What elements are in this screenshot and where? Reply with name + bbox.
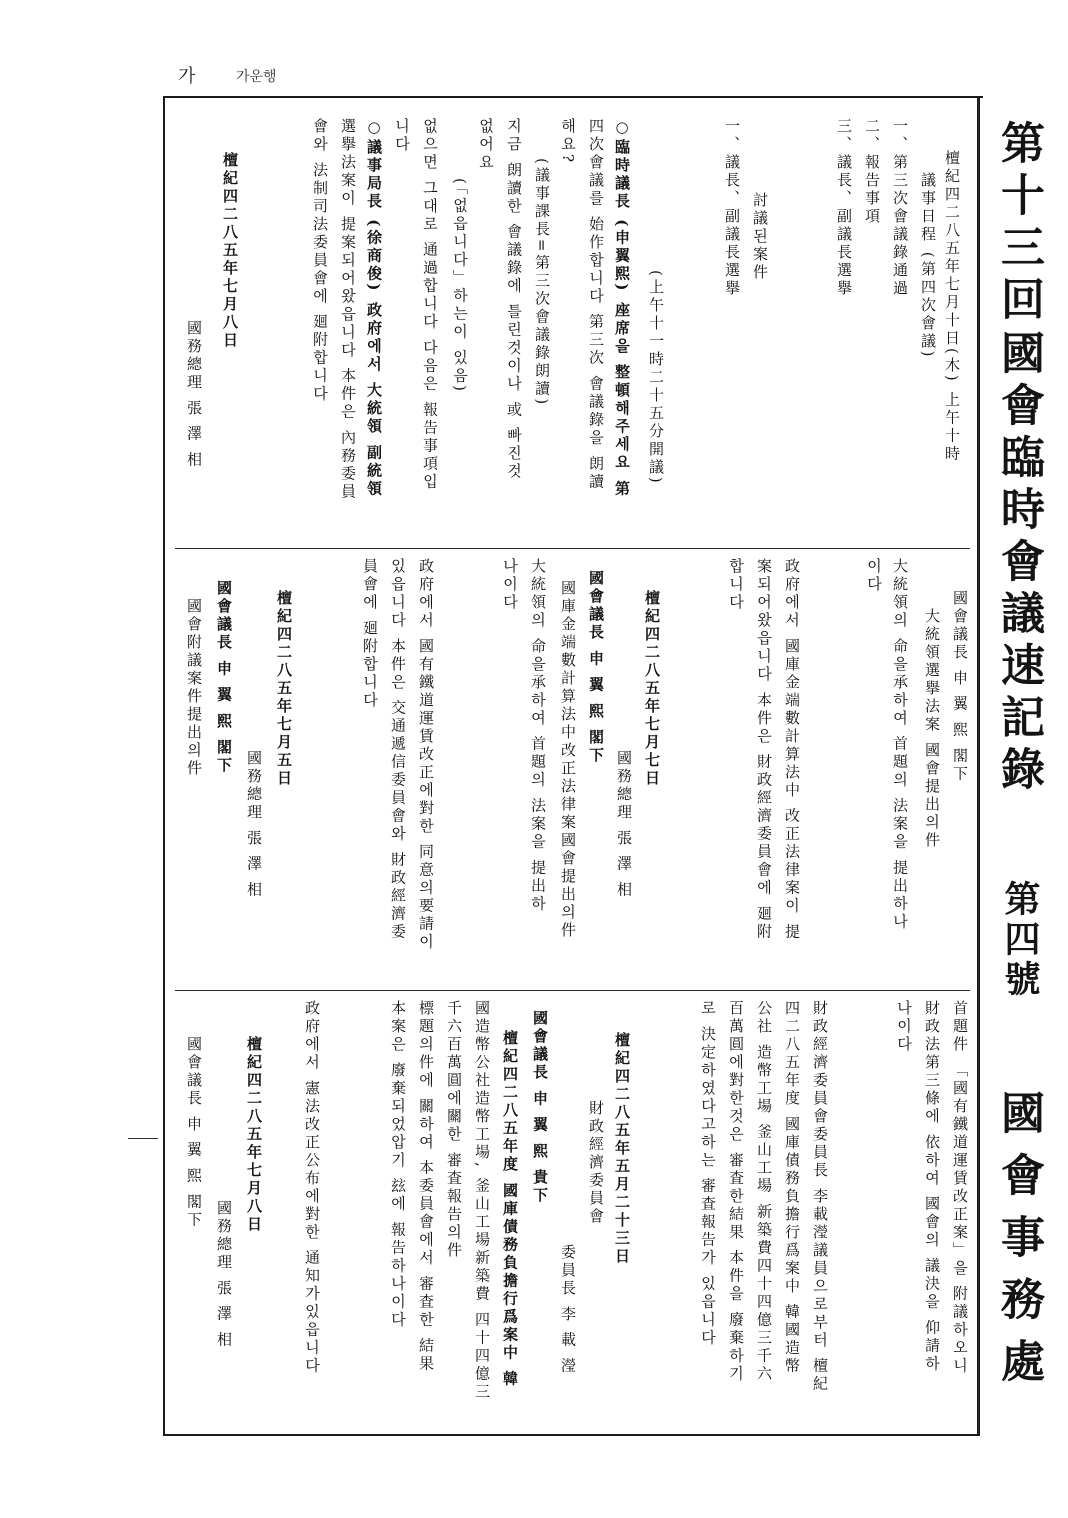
text-column: 財政經濟委員會委員長 李載瀅議員으로부터 檀紀 — [811, 1000, 829, 1394]
text-column: 首題件 「國有鐵道運賃改正案」을 附議하오니 — [951, 1000, 969, 1376]
text-column: 檀紀四二八五年七月七日 — [643, 590, 661, 788]
text-column: 檀紀四二八五年七月五日 — [275, 590, 293, 788]
text-column: 政府에서 憲法改正公布에對한 通知가있읍니다 — [303, 1000, 321, 1376]
text-column: 員會에 廻附합니다 — [361, 558, 379, 710]
text-column: 國務總理 張 澤 相 — [215, 1200, 233, 1350]
text-column: 檀紀四二八五年度 國庫債務負擔行爲案中 韓 — [501, 1030, 519, 1389]
text-column: 로 決定하였다고하는 審査報告가 있읍니다 — [699, 1000, 717, 1348]
text-column: 一、議長、副議長選擧 — [723, 118, 741, 298]
text-column: 國會議長 申 翼 熙 閣下 — [185, 1036, 203, 1230]
text-column: 없으면 그대로 通過합니다 다음은 報告事項입 — [421, 118, 439, 492]
text-column: 해요? — [559, 118, 577, 166]
text-column: 國庫金端數計算法中改正法律案國會提出의件 — [559, 580, 577, 940]
text-column: 國造幣公社造幣工場, 釜山工場新築費 四十四億三 — [473, 1000, 491, 1402]
text-column: 政府에서 國有鐵道運賃改正에對한 同意의要請이 — [417, 558, 435, 952]
text-column: 니다 — [393, 118, 411, 154]
text-column: 標題의件에 關하여 本委員會에서 審査한 結果 — [417, 1000, 435, 1374]
text-column: 國務總理 張 澤 相 — [615, 750, 633, 900]
header-divider — [978, 98, 979, 1434]
text-column: 있읍니다 本件은 交通遞信委員會와 財政經濟委 — [389, 558, 407, 942]
text-column: 財政經濟委員會 — [587, 1100, 605, 1226]
text-column: 選擧法案이 提案되어왔읍니다 本件은 內務委員 — [339, 118, 357, 502]
text-column: 나이다 — [895, 1000, 913, 1054]
text-column: 國會附議案件提出의件 — [185, 598, 203, 778]
text-column: ○議事局長 (徐商俊) 政府에서 大統領 副統領 — [365, 118, 383, 499]
text-column: 지금 朗讀한 會議錄에 틀린것이나 或 빠진것 — [505, 118, 523, 481]
text-column: 討議된案件 — [751, 192, 769, 282]
text-column: 國務總理 張 澤 相 — [185, 320, 203, 470]
session-number: 第十三回 — [993, 120, 1044, 328]
text-column: 財政法第三條에 依하여 國會의 議決을 仰請하 — [923, 1000, 941, 1374]
text-column: 檀紀四二八五年五月二十三日 — [613, 1032, 631, 1266]
text-column: 大統領의 命을承하여 首題의 法案을 提出하 — [529, 558, 547, 914]
text-column: 國會議長 申 翼 熙 貴下 — [531, 1010, 549, 1205]
text-column: 檀紀四二八五年七月八日 — [245, 1036, 263, 1234]
text-column: (上午十一時二十五分開議) — [647, 270, 665, 486]
tier-divider-2 — [175, 990, 970, 991]
text-column: (議事課長=第三次會議錄朗讀) — [533, 158, 551, 408]
document-title: 國會臨時會議速記錄 — [993, 330, 1044, 798]
text-column: 案되어왔읍니다 本件은 財政經濟委員會에 廻附 — [755, 558, 773, 942]
text-column: (「없읍니다」하는이 있음) — [451, 178, 469, 394]
tier-divider-1 — [175, 548, 970, 549]
text-column: 합니다 — [727, 558, 745, 612]
text-column: 四二八五年度 國庫債務負擔行爲案中 韓國造幣 — [783, 1000, 801, 1376]
issue-number: 第四號 — [999, 880, 1041, 1000]
text-column: 나이다 — [501, 558, 519, 612]
text-column: 國會議長 申 翼 熙 閣下 — [587, 570, 605, 765]
text-column: ○臨時議長 (申翼熙) 座席을 整頓해주세요 第 — [613, 118, 631, 499]
page-stamp: 가운행 — [236, 69, 277, 85]
text-column: 國會議長 申 翼 熙 閣下 — [951, 590, 969, 784]
text-column: 三、議長、副議長選擧 — [835, 118, 853, 298]
text-column: 百萬圓에對한것은 審査한結果 本件을 廢棄하기 — [727, 1000, 745, 1384]
text-column: 이다 — [865, 558, 883, 594]
publisher: 國會事務處 — [993, 1090, 1044, 1400]
text-column: 大統領選擧法案 國會提出의件 — [923, 608, 941, 850]
text-column: 政府에서 國庫金端數計算法中 改正法律案이 提 — [783, 558, 801, 942]
binding-mark — [128, 1138, 158, 1139]
text-column: 國會議長 申 翼 熙 閣下 — [215, 580, 233, 775]
text-column: 公社 造幣工場 釜山工場 新築費四十四億三千六 — [755, 1000, 773, 1384]
text-column: 없어요 — [477, 118, 495, 172]
text-column: 千六百萬圓에關한 審査報告의件 — [445, 1000, 463, 1260]
text-column: 大統領의 命을承하여 首題의 法案을 提出하나 — [891, 558, 909, 932]
text-column: 會와 法制司法委員會에 廻附합니다 — [311, 118, 329, 404]
text-column: 國務總理 張 澤 相 — [245, 750, 263, 900]
margin-mark: 가 — [178, 66, 196, 87]
text-column: 委員長 李 載 瀅 — [559, 1244, 577, 1376]
text-column: 一、第三次會議錄通過 — [891, 118, 909, 298]
text-column: 二、報告事項 — [863, 118, 881, 226]
text-column: 四次會議를 始作합니다 第三次 會議錄을 朗讀 — [587, 118, 605, 492]
text-column: 本案은 廢棄되었압기 玆에 報告하나이다 — [389, 1000, 407, 1330]
text-column: 檀紀四二八五年七月十日(木) 上午十時 — [943, 150, 961, 464]
text-column: 檀紀四二八五年七月八日 — [221, 152, 239, 350]
text-column: 議事日程 (第四次會議) — [919, 172, 937, 360]
